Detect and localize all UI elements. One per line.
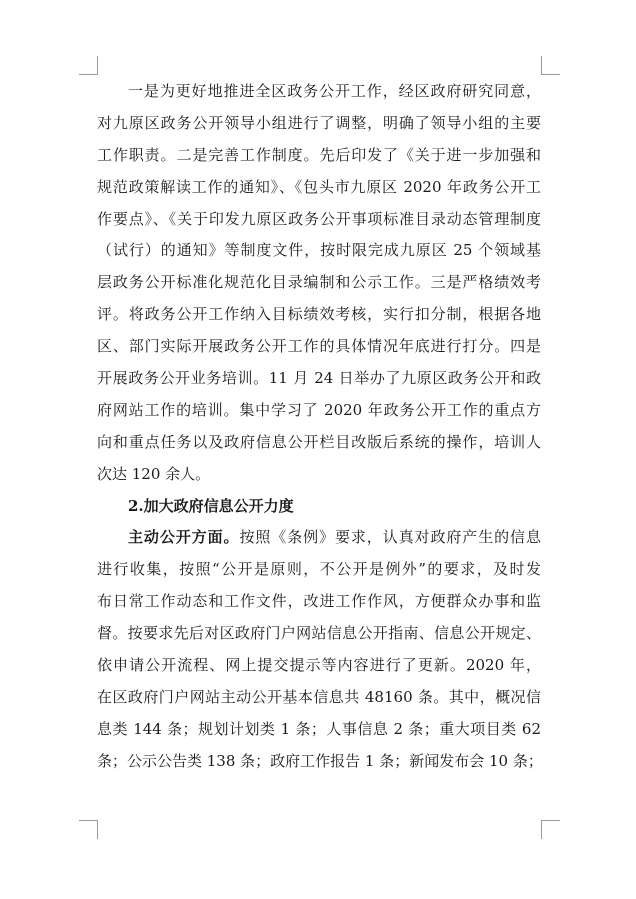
text-line xyxy=(97,522,541,554)
text-line: 依申请公开流程、网上提交提示等内容进行了更新。2020 年， xyxy=(97,656,541,675)
top-right-margin-mark xyxy=(541,56,560,75)
bottom-right-margin-mark xyxy=(541,820,560,839)
document-body[interactable] xyxy=(97,76,541,778)
text-line: 规范政策解读工作的通知》、《包头市九原区 2020 年政务公开工 xyxy=(97,177,541,196)
text-line: 对九原区政务公开领导小组进行了调整，明确了领导小组的主要 xyxy=(97,113,541,132)
text-line: 作要点》、《关于印发九原区政务公开事项标准目录动态管理制度 xyxy=(97,209,541,228)
section-heading: 2.加大政府信息公开力度 xyxy=(128,496,294,515)
text-line: 府网站工作的培训。集中学习了 2020 年政务公开工作的重点方 xyxy=(97,400,541,419)
top-left-margin-mark xyxy=(79,56,98,75)
text-line: 条；公示公告类 138 条；政府工作报告 1 条；新闻发布会 10 条； xyxy=(97,751,543,770)
text-line: 布日常工作动态和工作文件，改进工作作风，方便群众办事和监 xyxy=(97,592,541,611)
text-line: 层政务公开标准化规范化目录编制和公示工作。三是严格绩效考 xyxy=(97,273,541,292)
text-line: 息类 144 条；规划计划类 1 条；人事信息 2 条；重大项目类 62 xyxy=(97,719,541,738)
text-line: （试行）的通知》等制度文件，按时限完成九原区 25 个领域基 xyxy=(97,241,541,260)
text-line: 督。按要求先后对区政府门户网站信息公开指南、信息公开规定、 xyxy=(97,624,541,643)
text-line: 一是为更好地推进全区政务公开工作，经区政府研究同意， xyxy=(128,82,541,100)
text-line: 向和重点任务以及政府信息公开栏目改版后系统的操作，培训人 xyxy=(97,432,541,451)
paragraph-text: 按照《条例》要求，认真对政府产生的信息 xyxy=(239,528,541,547)
text-line: 次达 120 余人。 xyxy=(97,464,211,483)
text-line: 工作职责。二是完善工作制度。先后印发了《关于进一步加强和 xyxy=(97,145,541,164)
text-line: 区、部门实际开展政务公开工作的具体情况年底进行打分。四是 xyxy=(97,337,541,356)
text-line: 进行收集，按照“公开是原则，不公开是例外”的要求，及时发 xyxy=(97,560,541,579)
bottom-left-margin-mark xyxy=(79,820,98,839)
text-line: 开展政务公开业务培训。11 月 24 日举办了九原区政务公开和政 xyxy=(97,369,541,388)
text-line: 在区政府门户网站主动公开基本信息共 48160 条。其中，概况信 xyxy=(97,687,541,706)
text-line: 评。将政务公开工作纳入目标绩效考核，实行扣分制，根据各地 xyxy=(97,305,541,324)
paragraph-lead: 主动公开方面。 xyxy=(128,528,240,547)
